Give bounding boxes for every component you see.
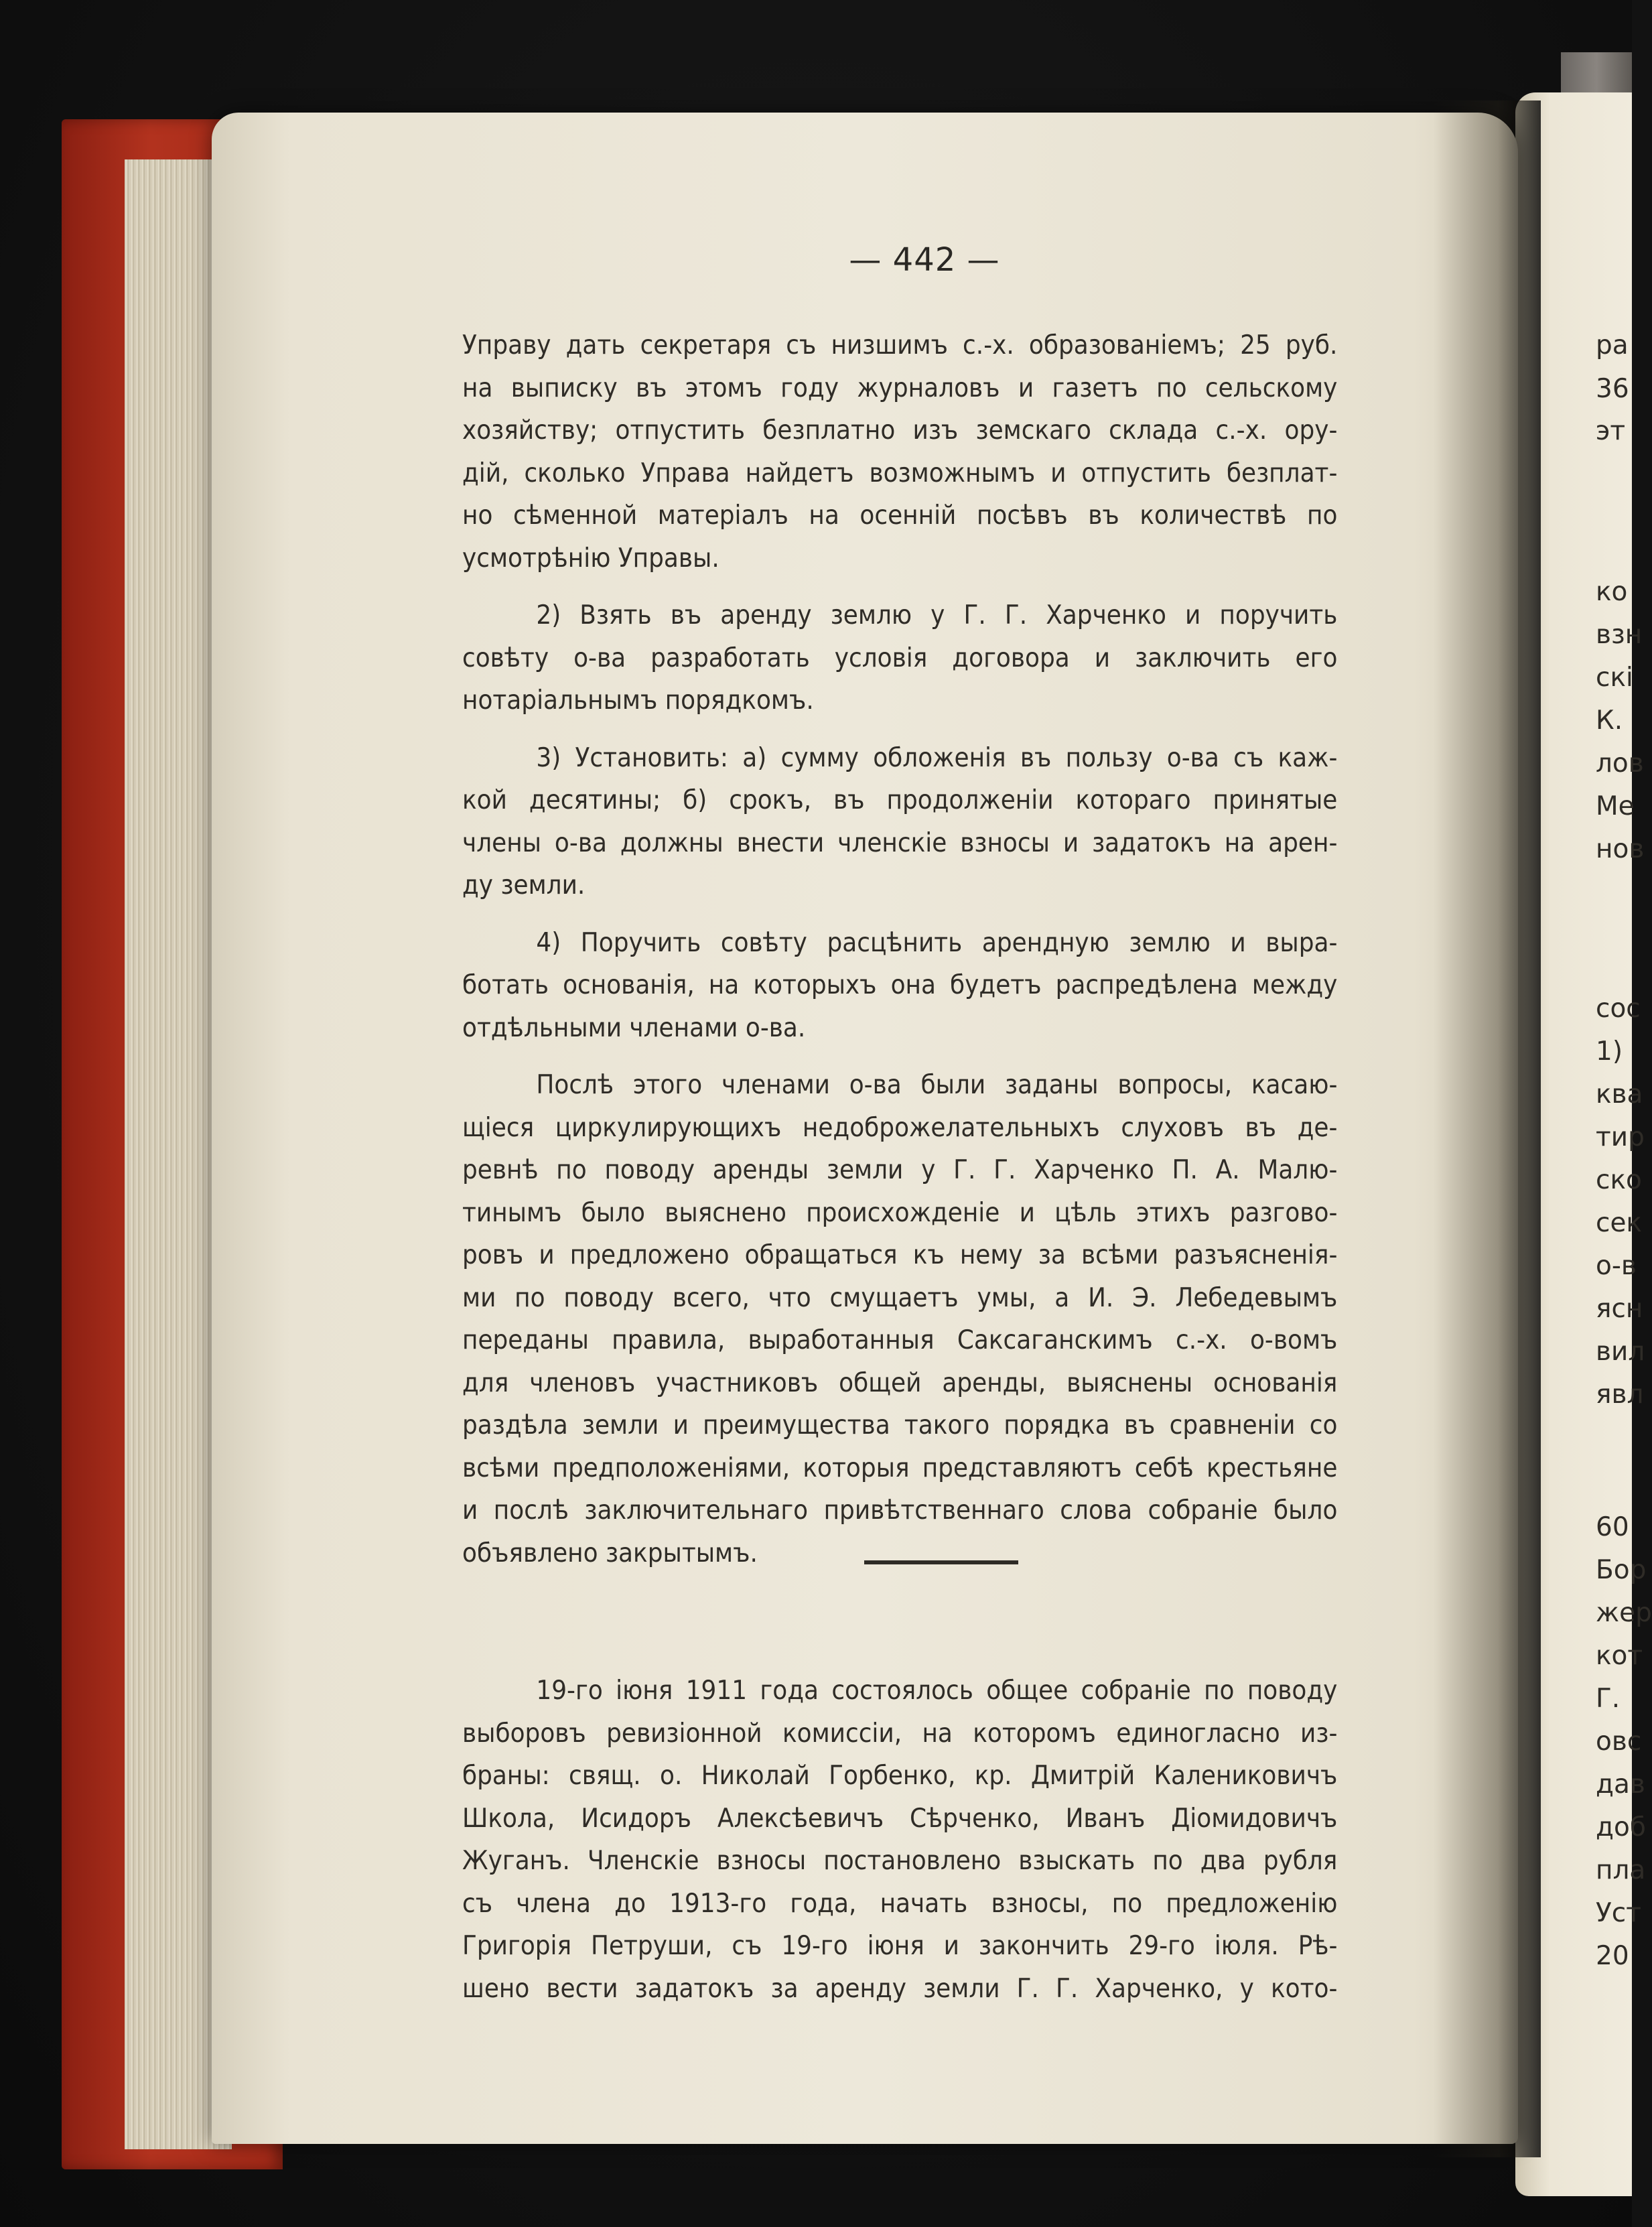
text-line: 2) Взять въ аренду землю у Г. Г. Харченко и поручить <box>536 600 1338 630</box>
fragment: эт <box>1596 416 1626 446</box>
fragment: о-в <box>1596 1251 1637 1281</box>
text-line: но сѣменной матеріалъ на осенній посѣвъ въ количествѣ по <box>462 500 1338 531</box>
text-line: ми по поводу всего, что смущаетъ умы, а И. Э. Лебедевымъ <box>462 1282 1338 1313</box>
fragment: 60 <box>1596 1512 1629 1542</box>
fragment: ква <box>1596 1079 1643 1109</box>
fragment: вил <box>1596 1337 1645 1367</box>
fragment: сос <box>1596 994 1641 1024</box>
text-line: Григорія Петруши, съ 19-го іюня и закончить 29-го іюля. Рѣ- <box>462 1931 1338 1961</box>
text-line: дій, сколько Управа найдетъ возможнымъ и отпустить безплат- <box>462 458 1338 488</box>
fragment: ко <box>1596 577 1628 607</box>
fragment: Бор <box>1596 1555 1647 1585</box>
fragment: 36 <box>1596 374 1629 404</box>
fragment: 1) <box>1596 1036 1623 1067</box>
book-gutter <box>1434 100 1541 2157</box>
fragment: тир <box>1596 1122 1645 1152</box>
fragment: жер <box>1596 1598 1652 1628</box>
page-number: — 442 — <box>849 241 1000 279</box>
text-line: нотаріальнымъ порядкомъ. <box>462 685 814 716</box>
fragment: ясн <box>1596 1294 1643 1324</box>
fragment: дав <box>1596 1769 1645 1800</box>
text-line: ревнѣ по поводу аренды земли у Г. Г. Харченко П. А. Малю- <box>462 1155 1338 1185</box>
text-line: совѣту о-ва разработать условія договора и заключить его <box>462 643 1338 673</box>
text-line: щіеся циркулирующихъ недоброжелательныхъ слуховъ въ де- <box>462 1112 1338 1143</box>
text-line: всѣми предположеніями, которыя представляютъ себѣ крестьяне <box>462 1453 1338 1483</box>
paragraph <box>462 1064 1337 1574</box>
fragment: Уст <box>1596 1898 1641 1928</box>
fragment: ско <box>1596 1165 1642 1195</box>
text-line: члены о-ва должны внести членскіе взносы и задатокъ на арен- <box>462 827 1338 858</box>
text-line: кой десятины; б) срокъ, въ продолженіи котораго принятые <box>462 785 1338 815</box>
text-line: отдѣльными членами о-ва. <box>462 1012 806 1043</box>
page-body-text <box>462 324 1337 2010</box>
text-line: тинымъ было выяснено происхожденіе и цѣль этихъ разгово- <box>462 1197 1338 1228</box>
text-line: съ члена до 1913-го года, начать взносы, по предложенію <box>462 1888 1338 1919</box>
text-line: объявлено закрытымъ. <box>462 1538 758 1568</box>
fragment: скі <box>1596 663 1633 693</box>
text-line: переданы правила, выработанныя Саксаганскимъ с.-х. о-вомъ <box>462 1325 1338 1355</box>
paragraph <box>462 922 1337 1050</box>
fragment: кот <box>1596 1641 1643 1671</box>
text-line: хозяйству; отпустить безплатно изъ земскаго склада с.-х. ору- <box>462 415 1338 446</box>
fragment: доб <box>1596 1812 1646 1842</box>
fragment: взн <box>1596 620 1643 650</box>
text-line: ровъ и предложено обращаться къ нему за всѣми разъясненія- <box>462 1240 1338 1270</box>
text-line: 3) Установить: а) сумму обложенія въ пользу о-ва съ каж- <box>536 742 1338 773</box>
text-line: 4) Поручить совѣту расцѣнить арендную землю и выра- <box>536 927 1338 958</box>
text-line: раздѣла земли и преимущества такого порядка въ сравненіи со <box>462 1410 1338 1440</box>
text-line: Школа, Исидоръ Алексѣевичъ Сѣрченко, Иванъ Діомидовичъ <box>462 1803 1338 1834</box>
text-line: для членовъ участниковъ общей аренды, выяснены основанія <box>462 1367 1338 1398</box>
paragraph <box>462 594 1337 722</box>
fragment: сек <box>1596 1208 1642 1238</box>
paragraph <box>462 1670 1337 2010</box>
text-line: Послѣ этого членами о-ва были заданы вопросы, касаю- <box>536 1070 1338 1100</box>
text-line: Управу дать секретаря съ низшимъ с.-х. образованіемъ; 25 руб. <box>462 330 1338 360</box>
text-line: Жуганъ. Членскіе взносы постановлено взыскать по два рубля <box>462 1846 1338 1876</box>
text-line: на выписку въ этомъ году журналовъ и газетъ по сельскому <box>462 373 1338 403</box>
text-line: браны: свящ. о. Николай Горбенко, кр. Дмитрій Калениковичъ <box>462 1761 1338 1791</box>
text-line: 19-го іюня 1911 года состоялось общее собраніе по поводу <box>536 1676 1338 1706</box>
fragment: овс <box>1596 1727 1642 1757</box>
text-line: выборовъ ревизіонной комиссіи, на которомъ единогласно из- <box>462 1718 1338 1749</box>
fragment: пла <box>1596 1855 1646 1885</box>
text-line: ботать основанія, на которыхъ она будетъ распредѣлена между <box>462 970 1338 1000</box>
fragment: 20 <box>1596 1941 1629 1971</box>
paragraph <box>462 737 1337 907</box>
text-line: ду земли. <box>462 870 586 900</box>
section-divider <box>864 1560 1018 1564</box>
text-line: усмотрѣнію Управы. <box>462 543 719 573</box>
fragment: К. <box>1596 705 1623 736</box>
fragment: Ме <box>1596 791 1635 821</box>
paragraph <box>462 324 1337 580</box>
fragment: ра <box>1596 330 1629 360</box>
fragment: Г. <box>1596 1684 1621 1714</box>
fragment: нов <box>1596 834 1645 864</box>
fragment: лов <box>1596 748 1644 779</box>
text-line: шено вести задатокъ за аренду земли Г. Г. Харченко, у кото- <box>462 1973 1338 2004</box>
fragment: явл <box>1596 1379 1644 1410</box>
text-line: и послѣ заключительнаго привѣтственнаго слова собраніе было <box>462 1495 1338 1526</box>
